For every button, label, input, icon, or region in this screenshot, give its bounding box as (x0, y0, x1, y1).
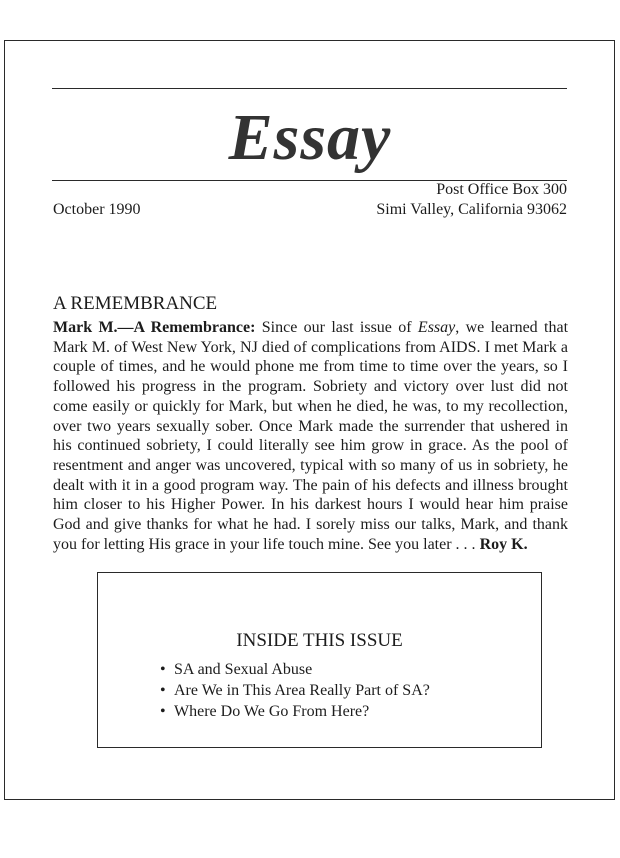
inside-this-issue-list (160, 659, 430, 722)
bullet-icon: • (160, 682, 166, 699)
newsletter-name-italic: Essay (417, 319, 456, 336)
section-title: A REMEMBRANCE (53, 293, 218, 314)
bullet-icon: • (160, 703, 166, 720)
top-rule (52, 88, 567, 89)
masthead-title: Essay (228, 101, 392, 174)
list-item-label: SA and Sexual Abuse (174, 661, 313, 678)
inside-this-issue-box (97, 572, 542, 748)
bullet-icon: • (160, 661, 166, 678)
article-text-intro: Since our last issue of (255, 319, 418, 336)
list-item (160, 701, 430, 722)
list-item (160, 680, 430, 701)
list-item (160, 659, 430, 680)
mailing-address (376, 180, 567, 220)
inside-this-issue-title: INSIDE THIS ISSUE (236, 630, 403, 651)
issue-date: October 1990 (53, 201, 141, 218)
article-text: , we learned that Mark M. of West New York, NJ died of complications from AIDS. I met Mark a couple of times, and he would phone me from time to time over the years, so I followed his progress in the program. Sobriety and victory over lust did not come easily or quickly for Mark, but when he died, he was, to my recollection, over two years sexually sober. Once Mark made the surrender that ushered in his continued sobriety, I could literally see him grow in grace. As the pool of resentment and anger was uncovered, typical with so many of us in sobriety, he dealt with it in a good program way. The pain of his defects and illness brought him closer to his Higher Power. In his darkest hours I would hear him praise God and give thanks for what he had. I sorely miss our talks, Mark, and thank you for letting His grace in your life touch mine. See you later . . . (53, 319, 569, 553)
list-item-label: Are We in This Area Really Part of SA? (174, 682, 430, 699)
address-line-1: Post Office Box 300 (436, 181, 567, 198)
article-lead: Mark M.—A Remembrance: (53, 319, 256, 336)
list-item-label: Where Do We Go From Here? (174, 703, 370, 720)
article-signature: Roy K. (479, 535, 528, 553)
address-line-2: Simi Valley, California 93062 (376, 201, 567, 218)
article-body (53, 318, 568, 554)
